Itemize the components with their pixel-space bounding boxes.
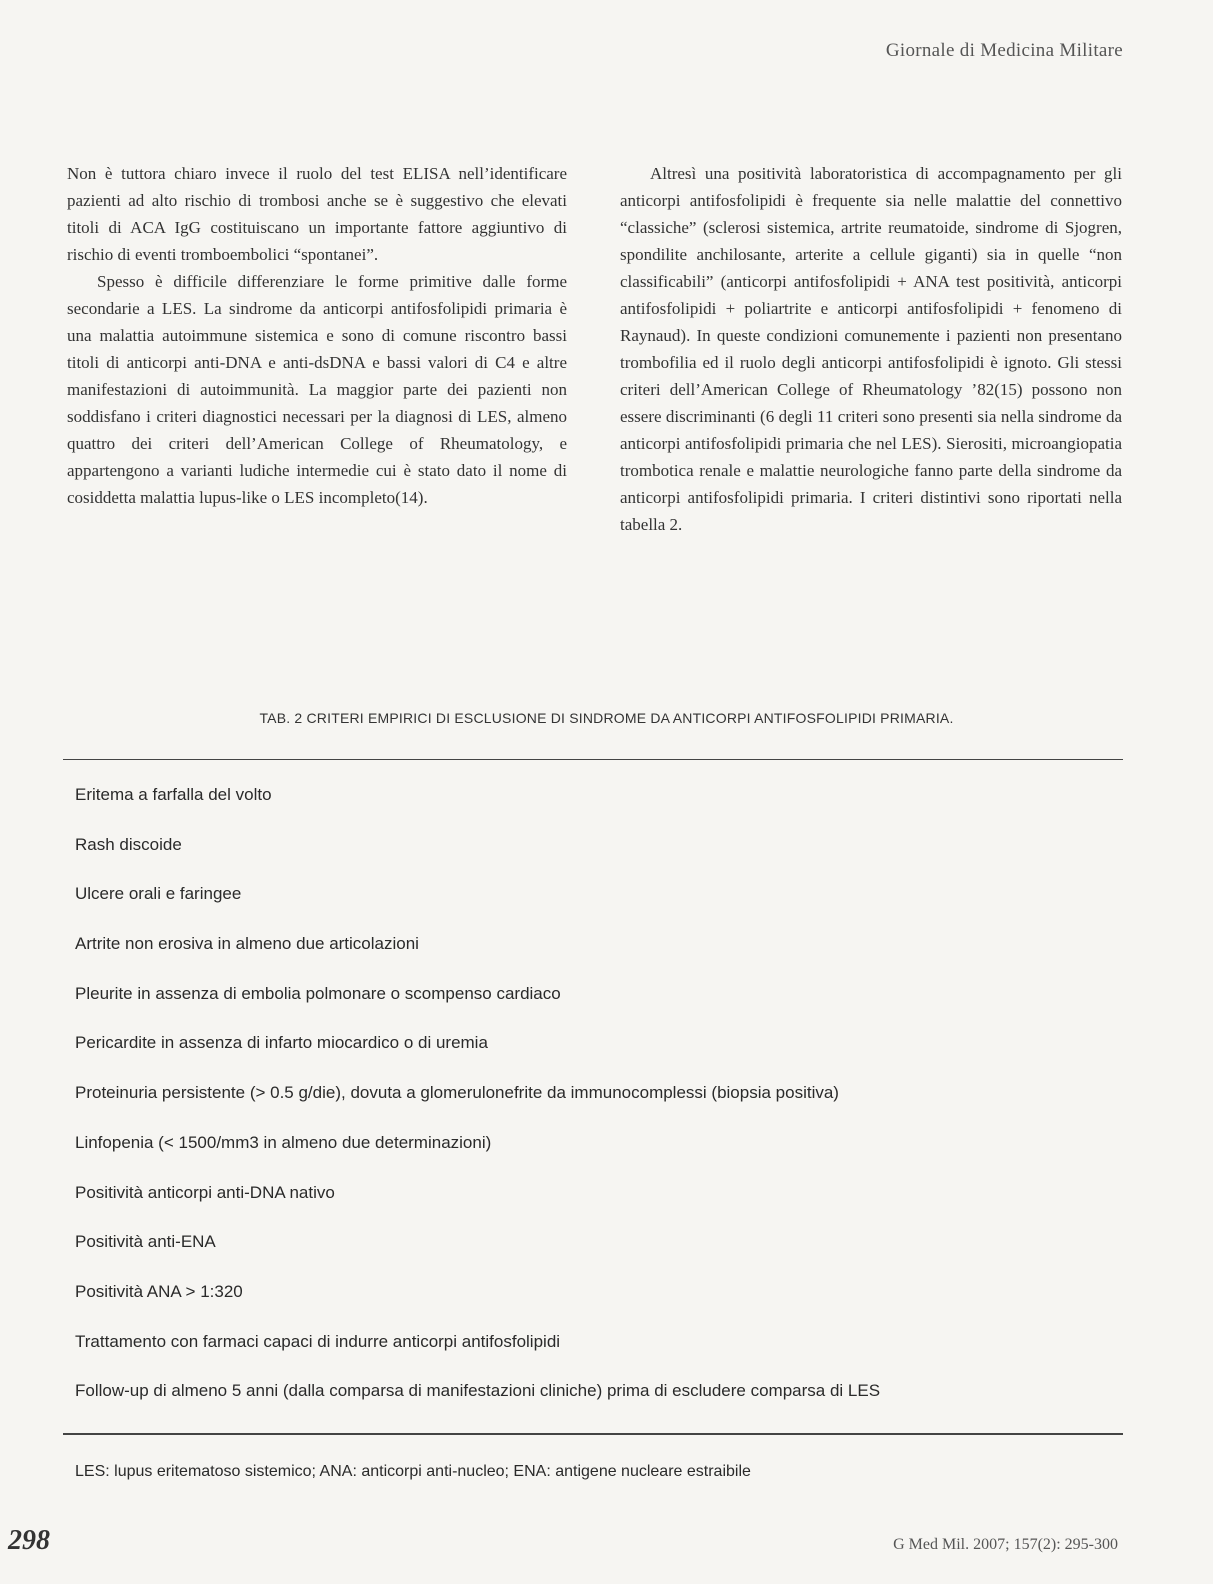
criterion-item: Artrite non erosiva in almeno due articolazioni bbox=[75, 934, 419, 954]
criterion-item: Ulcere orali e faringee bbox=[75, 884, 242, 904]
criterion-item: Pericardite in assenza di infarto miocardico o di uremia bbox=[75, 1033, 488, 1053]
citation: G Med Mil. 2007; 157(2): 295-300 bbox=[893, 1536, 1118, 1553]
criterion-item: Positività anti-ENA bbox=[75, 1232, 216, 1252]
criterion-item: Linfopenia (< 1500/mm3 in almeno due determinazioni) bbox=[75, 1132, 492, 1152]
page-number: 298 bbox=[8, 1525, 50, 1556]
criterion-item: Follow-up di almeno 5 anni (dalla comparsa di manifestazioni cliniche) prima di escludere comparsa di LES bbox=[75, 1381, 881, 1401]
left-paragraph-1: Non è tuttora chiaro invece il ruolo del test ELISA nell’identificare pazienti ad alto rischio di trombosi anche se è suggestivo che elevati titoli di ACA IgG costituiscano un importante fattore aggiuntivo di rischio di eventi tromboembolici “spontanei”. bbox=[67, 164, 567, 264]
criterion-item: Eritema a farfalla del volto bbox=[75, 785, 272, 804]
right-paragraph-1: Altresì una positività laboratoristica di accompagnamento per gli anticorpi antifosfolipidi è frequente sia nelle malattie del connettivo “classiche” (sclerosi sistemica, artrite reumatoide, sindrome di Sjogren, spondilite anchilosante, arterite a cellule giganti) sia in quelle “non classificabili” (anticorpi antifosfolipidi + ANA test positività, anticorpi antifosfolipidi + poliartrite e anticorpi antifosfolipidi + fenomeno di Raynaud). In queste condizioni comunemente i pazienti non presentano trombofilia ed il ruolo degli anticorpi antifosfolipidi è ignoto. Gli stessi criteri dell’American College of Rheumatology ’82(15) possono non essere discriminanti (6 degli 11 criteri sono presenti sia nella sindrome da anticorpi antifosfolipidi primaria che nel LES). Sierositi, microangiopatia trombotica renale e malattie neurologiche fanno parte della sindrome da anticorpi antifosfolipidi primaria. I criteri distintivi sono riportati nella tabella 2. bbox=[620, 164, 1122, 534]
criterion-item: Positività anticorpi anti-DNA nativo bbox=[75, 1182, 335, 1202]
table-footnote: LES: lupus eritematoso sistemico; ANA: anticorpi anti-nucleo; ENA: antigene nucleare estraibile bbox=[75, 1463, 751, 1480]
criterion-item: Pleurite in assenza di embolia polmonare o scompenso cardiaco bbox=[75, 983, 561, 1003]
right-column bbox=[620, 160, 1122, 538]
criterion-item: Rash discoide bbox=[75, 834, 182, 854]
criterion-item: Proteinuria persistente (> 0.5 g/die), dovuta a glomerulonefrite da immunocomplessi (biopsia positiva) bbox=[75, 1083, 839, 1103]
criterion-item: Positività ANA > 1:320 bbox=[75, 1281, 243, 1301]
criteria-list bbox=[75, 785, 1115, 1431]
table-caption: TAB. 2 CRITERI EMPIRICI DI ESCLUSIONE DI SINDROME DA ANTICORPI ANTIFOSFOLIPIDI PRIMARIA. bbox=[259, 710, 954, 726]
journal-header: Giornale di Medicina Militare bbox=[885, 40, 1123, 61]
table-bottom-rule bbox=[63, 1433, 1123, 1435]
left-column bbox=[67, 160, 567, 511]
left-paragraph-2: Spesso è difficile differenziare le forme primitive dalle forme secondarie a LES. La sindrome da anticorpi antifosfolipidi primaria è una malattia autoimmune sistemica e sono di comune riscontro bassi titoli di anticorpi anti-DNA e anti-dsDNA e bassi valori di C4 e altre manifestazioni di autoimmunità. La maggior parte dei pazienti non soddisfano i criteri diagnostici necessari per la diagnosi di LES, almeno quattro dei criteri dell’American College of Rheumatology, e appartengono a varianti ludiche intermedie cui è stato dato il nome di cosiddetta malattia lupus-like o LES incompleto(14). bbox=[67, 272, 567, 507]
criterion-item: Trattamento con farmaci capaci di indurre anticorpi antifosfolipidi bbox=[75, 1331, 561, 1351]
table-top-rule bbox=[63, 759, 1123, 760]
